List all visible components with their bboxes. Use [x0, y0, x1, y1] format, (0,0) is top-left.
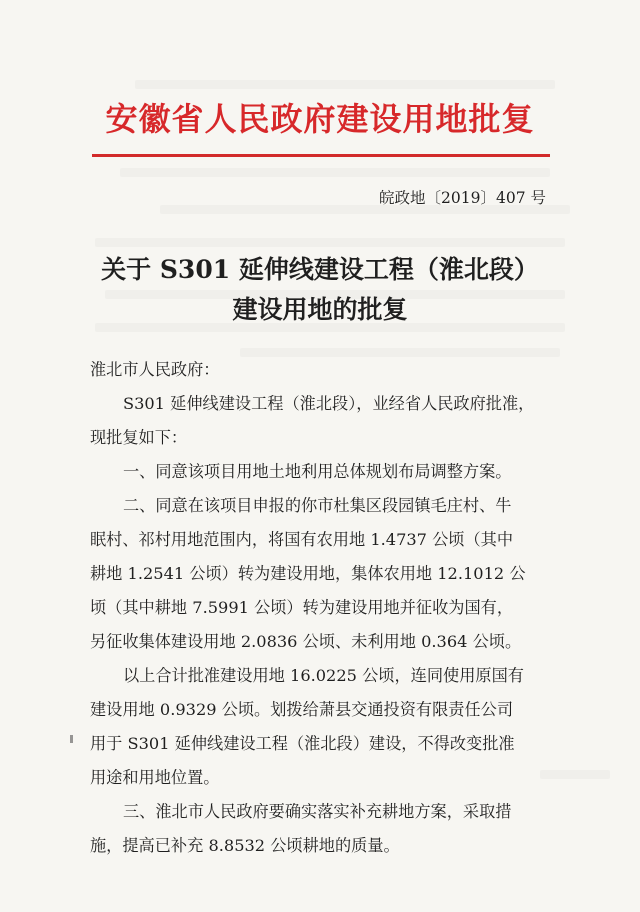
body-line: 施，提高已补充 8.8532 公顷耕地的质量。 — [90, 836, 400, 855]
document-number: 皖政地〔2019〕407 号 — [379, 189, 546, 207]
binding-mark — [70, 735, 73, 743]
body-line: 眠村、祁村用地范围内，将国有农用地 1.4737 公顷（其中 — [90, 530, 514, 549]
document-title — [0, 250, 640, 330]
body-line: 耕地 1.2541 公顷）转为建设用地，集体农用地 12.1012 公 — [90, 564, 526, 583]
red-divider-rule — [92, 154, 550, 157]
body-line: 用于 S301 延伸线建设工程（淮北段）建设，不得改变批准 — [90, 734, 515, 753]
body-line: S301 延伸线建设工程（淮北段），业经省人民政府批准， — [123, 394, 535, 413]
title-line-1: 关于 S301 延伸线建设工程（淮北段） — [101, 255, 539, 284]
body-line: 顷（其中耕地 7.5991 公顷）转为建设用地并征收为国有， — [90, 598, 514, 617]
body-line: 建设用地 0.9329 公顷。划拨给萧县交通投资有限责任公司 — [90, 700, 514, 719]
body-line: 另征收集体建设用地 2.0836 公顷、未利用地 0.364 公顷。 — [90, 632, 522, 651]
body-line: 三、淮北市人民政府要确实落实补充耕地方案，采取措 — [123, 802, 512, 821]
body-line: 现批复如下： — [90, 428, 188, 447]
title-line-2: 建设用地的批复 — [232, 295, 408, 324]
issuing-authority-header: 安徽省人民政府建设用地批复 — [105, 100, 535, 138]
addressee: 淮北市人民政府： — [90, 360, 220, 379]
body-line: 一、同意该项目用地土地利用总体规划布局调整方案。 — [123, 462, 512, 481]
body-line: 以上合计批准建设用地 16.0225 公顷，连同使用原国有 — [123, 666, 524, 685]
body-line: 用途和用地位置。 — [90, 768, 220, 787]
document-body — [90, 353, 554, 863]
body-line: 二、同意在该项目申报的你市杜集区段园镇毛庄村、牛 — [123, 496, 512, 515]
